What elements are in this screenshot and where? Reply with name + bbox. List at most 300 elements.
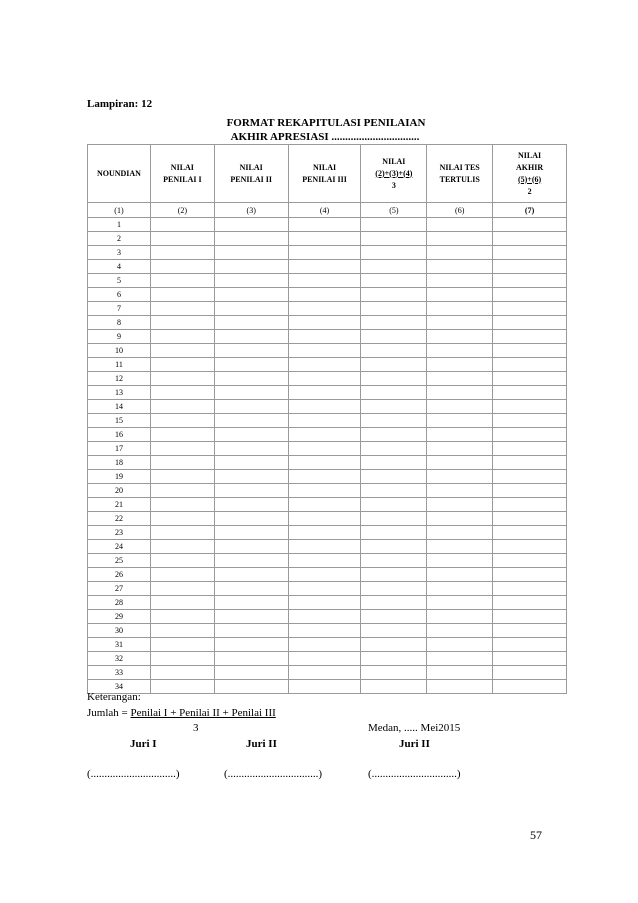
score-cell[interactable] xyxy=(361,540,427,554)
row-number: 5 xyxy=(88,274,151,288)
score-cell[interactable] xyxy=(150,218,214,232)
score-cell[interactable] xyxy=(214,456,288,470)
score-cell[interactable] xyxy=(288,484,361,498)
score-cell[interactable] xyxy=(214,442,288,456)
score-cell[interactable] xyxy=(361,666,427,680)
score-cell[interactable] xyxy=(493,582,567,596)
score-cell[interactable] xyxy=(214,288,288,302)
score-cell[interactable] xyxy=(427,540,493,554)
table-row xyxy=(88,512,567,526)
score-cell[interactable] xyxy=(288,582,361,596)
table-row xyxy=(88,400,567,414)
row-number: 33 xyxy=(88,666,151,680)
table-row xyxy=(88,344,567,358)
table-row xyxy=(88,386,567,400)
score-cell[interactable] xyxy=(150,498,214,512)
score-cell[interactable] xyxy=(427,638,493,652)
score-cell[interactable] xyxy=(288,246,361,260)
score-cell[interactable] xyxy=(288,302,361,316)
score-cell[interactable] xyxy=(427,218,493,232)
row-number: 27 xyxy=(88,582,151,596)
score-cell[interactable] xyxy=(214,260,288,274)
page-number: 57 xyxy=(530,828,542,842)
jumlah-formula: Jumlah = Penilai I + Penilai II + Penilai III xyxy=(87,707,276,719)
score-cell[interactable] xyxy=(427,372,493,386)
table-row xyxy=(88,302,567,316)
score-cell[interactable] xyxy=(150,484,214,498)
score-cell[interactable] xyxy=(361,652,427,666)
score-cell[interactable] xyxy=(493,372,567,386)
table-row xyxy=(88,680,567,694)
score-cell[interactable] xyxy=(150,568,214,582)
score-cell[interactable] xyxy=(493,400,567,414)
score-cell[interactable] xyxy=(361,372,427,386)
row-number: 19 xyxy=(88,470,151,484)
table-row xyxy=(88,666,567,680)
score-cell[interactable] xyxy=(288,540,361,554)
table-row xyxy=(88,246,567,260)
score-cell[interactable] xyxy=(288,288,361,302)
score-cell[interactable] xyxy=(427,610,493,624)
score-cell[interactable] xyxy=(214,568,288,582)
table-row xyxy=(88,596,567,610)
score-cell[interactable] xyxy=(493,470,567,484)
score-cell[interactable] xyxy=(288,456,361,470)
score-cell[interactable] xyxy=(493,610,567,624)
score-cell[interactable] xyxy=(214,274,288,288)
score-cell[interactable] xyxy=(427,680,493,694)
score-cell[interactable] xyxy=(288,512,361,526)
score-cell[interactable] xyxy=(427,316,493,330)
score-cell[interactable] xyxy=(288,372,361,386)
row-number: 18 xyxy=(88,456,151,470)
score-cell[interactable] xyxy=(361,400,427,414)
column-number: (5) xyxy=(361,203,427,218)
header-penilai-3: NILAI PENILAI III xyxy=(288,145,361,203)
header-noundian: NOUNDIAN xyxy=(88,145,151,203)
score-cell[interactable] xyxy=(288,344,361,358)
score-cell[interactable] xyxy=(427,288,493,302)
score-cell[interactable] xyxy=(214,316,288,330)
table-row xyxy=(88,442,567,456)
score-cell[interactable] xyxy=(214,526,288,540)
score-cell[interactable] xyxy=(288,316,361,330)
score-cell[interactable] xyxy=(214,358,288,372)
score-cell[interactable] xyxy=(427,596,493,610)
table-row xyxy=(88,316,567,330)
row-number: 14 xyxy=(88,400,151,414)
score-cell[interactable] xyxy=(361,680,427,694)
score-cell[interactable] xyxy=(427,386,493,400)
score-cell[interactable] xyxy=(150,302,214,316)
score-cell[interactable] xyxy=(214,638,288,652)
score-cell[interactable] xyxy=(361,554,427,568)
score-cell[interactable] xyxy=(493,652,567,666)
score-cell[interactable] xyxy=(288,554,361,568)
score-cell[interactable] xyxy=(214,330,288,344)
row-number: 24 xyxy=(88,540,151,554)
score-cell[interactable] xyxy=(493,512,567,526)
score-cell[interactable] xyxy=(361,218,427,232)
score-cell[interactable] xyxy=(361,624,427,638)
row-number: 20 xyxy=(88,484,151,498)
score-cell[interactable] xyxy=(214,302,288,316)
score-cell[interactable] xyxy=(214,610,288,624)
score-cell[interactable] xyxy=(427,512,493,526)
score-cell[interactable] xyxy=(427,428,493,442)
row-number: 9 xyxy=(88,330,151,344)
score-cell[interactable] xyxy=(150,372,214,386)
table-row xyxy=(88,624,567,638)
score-cell[interactable] xyxy=(150,274,214,288)
score-cell[interactable] xyxy=(150,316,214,330)
score-cell[interactable] xyxy=(150,386,214,400)
score-cell[interactable] xyxy=(427,414,493,428)
score-cell[interactable] xyxy=(150,596,214,610)
score-cell[interactable] xyxy=(361,484,427,498)
score-cell[interactable] xyxy=(361,358,427,372)
table-row xyxy=(88,526,567,540)
score-cell[interactable] xyxy=(288,400,361,414)
juri-3-label: Juri II xyxy=(399,738,430,750)
score-cell[interactable] xyxy=(493,232,567,246)
score-cell[interactable] xyxy=(214,498,288,512)
score-cell[interactable] xyxy=(427,330,493,344)
table-row xyxy=(88,358,567,372)
score-cell[interactable] xyxy=(427,498,493,512)
score-cell[interactable] xyxy=(288,624,361,638)
score-cell[interactable] xyxy=(427,344,493,358)
score-cell[interactable] xyxy=(427,526,493,540)
score-cell[interactable] xyxy=(288,428,361,442)
score-cell[interactable] xyxy=(214,344,288,358)
score-cell[interactable] xyxy=(288,442,361,456)
row-number: 17 xyxy=(88,442,151,456)
score-cell[interactable] xyxy=(427,442,493,456)
score-cell[interactable] xyxy=(150,540,214,554)
score-cell[interactable] xyxy=(150,428,214,442)
column-number: (1) xyxy=(88,203,151,218)
score-cell[interactable] xyxy=(288,218,361,232)
score-cell[interactable] xyxy=(493,428,567,442)
row-number: 13 xyxy=(88,386,151,400)
score-cell[interactable] xyxy=(288,330,361,344)
score-cell[interactable] xyxy=(361,638,427,652)
table-row xyxy=(88,540,567,554)
score-cell[interactable] xyxy=(361,470,427,484)
table-row xyxy=(88,568,567,582)
table-row xyxy=(88,652,567,666)
score-cell[interactable] xyxy=(493,540,567,554)
score-cell[interactable] xyxy=(361,582,427,596)
score-cell[interactable] xyxy=(150,666,214,680)
score-cell[interactable] xyxy=(361,274,427,288)
row-number: 15 xyxy=(88,414,151,428)
score-cell[interactable] xyxy=(150,456,214,470)
row-number: 29 xyxy=(88,610,151,624)
signature-line-2: (.................................) xyxy=(224,768,323,780)
row-number: 21 xyxy=(88,498,151,512)
score-cell[interactable] xyxy=(150,260,214,274)
score-cell[interactable] xyxy=(361,260,427,274)
score-cell[interactable] xyxy=(361,456,427,470)
score-cell[interactable] xyxy=(214,400,288,414)
header-nilai-akhir: NILAI AKHIR (5)+(6) 2 xyxy=(493,145,567,203)
score-cell[interactable] xyxy=(427,666,493,680)
score-cell[interactable] xyxy=(214,666,288,680)
score-cell[interactable] xyxy=(361,330,427,344)
row-number: 30 xyxy=(88,624,151,638)
row-number: 23 xyxy=(88,526,151,540)
signature-line-3: (...............................) xyxy=(368,768,461,780)
row-number: 1 xyxy=(88,218,151,232)
score-cell[interactable] xyxy=(288,638,361,652)
score-cell[interactable] xyxy=(214,218,288,232)
score-cell[interactable] xyxy=(493,568,567,582)
juri-2-label: Juri II xyxy=(246,738,277,750)
score-cell[interactable] xyxy=(427,246,493,260)
jumlah-divisor: 3 xyxy=(193,722,199,734)
header-penilai-1: NILAI PENILAI I xyxy=(150,145,214,203)
score-cell[interactable] xyxy=(214,652,288,666)
score-cell[interactable] xyxy=(288,274,361,288)
score-cell[interactable] xyxy=(214,372,288,386)
score-cell[interactable] xyxy=(214,386,288,400)
score-cell[interactable] xyxy=(493,666,567,680)
table-row xyxy=(88,260,567,274)
table-row xyxy=(88,554,567,568)
row-number: 6 xyxy=(88,288,151,302)
row-number: 3 xyxy=(88,246,151,260)
column-number: (3) xyxy=(214,203,288,218)
score-cell[interactable] xyxy=(150,526,214,540)
score-cell[interactable] xyxy=(361,442,427,456)
score-cell[interactable] xyxy=(493,288,567,302)
score-cell[interactable] xyxy=(493,624,567,638)
score-cell[interactable] xyxy=(427,568,493,582)
row-number: 10 xyxy=(88,344,151,358)
score-cell[interactable] xyxy=(493,498,567,512)
score-cell[interactable] xyxy=(361,512,427,526)
table-row xyxy=(88,428,567,442)
score-cell[interactable] xyxy=(493,316,567,330)
header-nilai-rata: NILAI (2)+(3)+(4) 3 xyxy=(361,145,427,203)
score-cell[interactable] xyxy=(150,344,214,358)
score-cell[interactable] xyxy=(288,596,361,610)
score-cell[interactable] xyxy=(288,260,361,274)
score-cell[interactable] xyxy=(288,414,361,428)
score-cell[interactable] xyxy=(214,540,288,554)
table-row xyxy=(88,372,567,386)
score-cell[interactable] xyxy=(493,344,567,358)
score-cell[interactable] xyxy=(214,680,288,694)
score-cell[interactable] xyxy=(427,302,493,316)
place-date: Medan, ..... Mei2015 xyxy=(368,722,461,734)
score-cell[interactable] xyxy=(493,358,567,372)
row-number: 25 xyxy=(88,554,151,568)
row-number: 12 xyxy=(88,372,151,386)
score-cell[interactable] xyxy=(427,624,493,638)
table-row xyxy=(88,218,567,232)
score-cell[interactable] xyxy=(150,680,214,694)
score-cell[interactable] xyxy=(493,680,567,694)
score-cell[interactable] xyxy=(493,274,567,288)
score-cell[interactable] xyxy=(427,554,493,568)
column-number: (2) xyxy=(150,203,214,218)
score-cell[interactable] xyxy=(493,414,567,428)
lampiran-label: Lampiran: 12 xyxy=(87,98,153,110)
score-cell[interactable] xyxy=(214,582,288,596)
score-cell[interactable] xyxy=(150,358,214,372)
table-row xyxy=(88,470,567,484)
score-cell[interactable] xyxy=(288,526,361,540)
score-cell[interactable] xyxy=(493,442,567,456)
score-cell[interactable] xyxy=(150,414,214,428)
score-cell[interactable] xyxy=(150,652,214,666)
score-cell[interactable] xyxy=(150,582,214,596)
row-number: 31 xyxy=(88,638,151,652)
juri-1-label: Juri I xyxy=(130,738,157,750)
score-cell[interactable] xyxy=(214,246,288,260)
table-row xyxy=(88,610,567,624)
score-cell[interactable] xyxy=(361,386,427,400)
header-penilai-2: NILAI PENILAI II xyxy=(214,145,288,203)
score-cell[interactable] xyxy=(214,512,288,526)
row-number: 22 xyxy=(88,512,151,526)
row-number: 11 xyxy=(88,358,151,372)
score-cell[interactable] xyxy=(427,232,493,246)
score-cell[interactable] xyxy=(150,624,214,638)
row-number: 32 xyxy=(88,652,151,666)
score-cell[interactable] xyxy=(214,484,288,498)
document-title-line1: FORMAT REKAPITULASI PENILAIAN xyxy=(226,117,426,129)
column-number: (7) xyxy=(493,203,567,218)
score-cell[interactable] xyxy=(288,358,361,372)
header-nilai-tes: NILAI TES TERTULIS xyxy=(427,145,493,203)
score-cell[interactable] xyxy=(361,316,427,330)
score-cell[interactable] xyxy=(361,610,427,624)
score-cell[interactable] xyxy=(214,554,288,568)
score-cell[interactable] xyxy=(150,470,214,484)
score-cell[interactable] xyxy=(427,582,493,596)
score-cell[interactable] xyxy=(361,246,427,260)
score-cell[interactable] xyxy=(493,330,567,344)
score-cell[interactable] xyxy=(493,596,567,610)
score-cell[interactable] xyxy=(214,470,288,484)
table-header-row xyxy=(88,145,567,203)
table-row xyxy=(88,456,567,470)
score-cell[interactable] xyxy=(427,400,493,414)
keterangan-label: Keterangan: xyxy=(87,691,141,703)
score-cell[interactable] xyxy=(288,232,361,246)
score-cell[interactable] xyxy=(427,470,493,484)
score-cell[interactable] xyxy=(150,400,214,414)
score-cell[interactable] xyxy=(427,260,493,274)
score-cell[interactable] xyxy=(214,428,288,442)
score-cell[interactable] xyxy=(150,246,214,260)
table-row xyxy=(88,288,567,302)
score-cell[interactable] xyxy=(427,358,493,372)
row-number: 7 xyxy=(88,302,151,316)
score-cell[interactable] xyxy=(288,666,361,680)
row-number: 26 xyxy=(88,568,151,582)
score-cell[interactable] xyxy=(427,456,493,470)
table-row xyxy=(88,484,567,498)
score-cell[interactable] xyxy=(288,498,361,512)
score-cell[interactable] xyxy=(493,386,567,400)
column-number-row xyxy=(88,203,567,218)
score-cell[interactable] xyxy=(493,484,567,498)
score-cell[interactable] xyxy=(150,232,214,246)
score-cell[interactable] xyxy=(214,624,288,638)
score-cell[interactable] xyxy=(214,232,288,246)
score-cell[interactable] xyxy=(214,414,288,428)
score-cell[interactable] xyxy=(493,526,567,540)
score-cell[interactable] xyxy=(427,652,493,666)
row-number: 16 xyxy=(88,428,151,442)
score-cell[interactable] xyxy=(493,456,567,470)
score-cell[interactable] xyxy=(361,232,427,246)
row-number: 8 xyxy=(88,316,151,330)
row-number: 4 xyxy=(88,260,151,274)
score-cell[interactable] xyxy=(150,610,214,624)
score-cell[interactable] xyxy=(361,498,427,512)
score-cell[interactable] xyxy=(361,288,427,302)
table-row xyxy=(88,232,567,246)
table-row xyxy=(88,582,567,596)
score-cell[interactable] xyxy=(288,610,361,624)
score-cell[interactable] xyxy=(493,218,567,232)
score-cell[interactable] xyxy=(288,568,361,582)
score-cell[interactable] xyxy=(288,470,361,484)
table-row xyxy=(88,414,567,428)
score-cell[interactable] xyxy=(361,414,427,428)
row-number: 28 xyxy=(88,596,151,610)
score-cell[interactable] xyxy=(493,554,567,568)
score-cell[interactable] xyxy=(288,386,361,400)
row-number: 34 xyxy=(88,680,151,694)
score-cell[interactable] xyxy=(427,274,493,288)
score-cell[interactable] xyxy=(150,512,214,526)
score-cell[interactable] xyxy=(361,568,427,582)
score-cell[interactable] xyxy=(493,302,567,316)
score-cell[interactable] xyxy=(361,428,427,442)
table-row xyxy=(88,638,567,652)
score-cell[interactable] xyxy=(288,680,361,694)
score-cell[interactable] xyxy=(150,554,214,568)
score-cell[interactable] xyxy=(288,652,361,666)
table-row xyxy=(88,330,567,344)
score-cell[interactable] xyxy=(361,596,427,610)
score-cell[interactable] xyxy=(361,302,427,316)
score-cell[interactable] xyxy=(361,526,427,540)
score-cell[interactable] xyxy=(493,246,567,260)
score-cell[interactable] xyxy=(427,484,493,498)
row-number: 2 xyxy=(88,232,151,246)
score-cell[interactable] xyxy=(493,260,567,274)
score-cell[interactable] xyxy=(150,638,214,652)
column-number: (6) xyxy=(427,203,493,218)
score-cell[interactable] xyxy=(150,330,214,344)
score-cell[interactable] xyxy=(214,596,288,610)
table-row xyxy=(88,274,567,288)
score-cell[interactable] xyxy=(493,638,567,652)
recap-table xyxy=(87,144,567,694)
score-cell[interactable] xyxy=(361,344,427,358)
score-cell[interactable] xyxy=(150,288,214,302)
score-cell[interactable] xyxy=(150,442,214,456)
table-row xyxy=(88,498,567,512)
